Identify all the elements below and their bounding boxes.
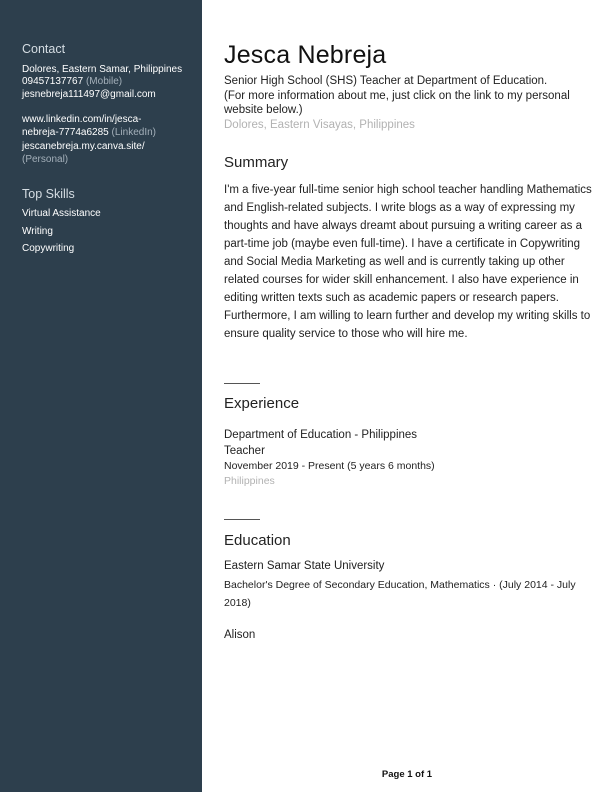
contact-linkedin-label: (LinkedIn) [111, 127, 156, 138]
skill-item: Virtual Assistance [22, 208, 101, 219]
experience-heading: Experience [224, 395, 300, 412]
contact-address: Dolores, Eastern Samar, Philippines [22, 64, 183, 75]
contact-website-label: (Personal) [22, 154, 69, 165]
education-heading: Education [224, 532, 291, 549]
top-skills-heading: Top Skills [22, 187, 75, 201]
contact-linkedin-row[interactable] [22, 127, 156, 140]
headline-line1: Senior High School (SHS) Teacher at Department of Education. [224, 75, 548, 87]
skill-item: Writing [22, 226, 53, 237]
education-school: Eastern Samar State University [224, 560, 385, 572]
education-degree-line2: 2018) [224, 597, 251, 609]
section-divider [224, 519, 260, 520]
section-divider [224, 383, 260, 384]
header-location: Dolores, Eastern Visayas, Philippines [224, 119, 415, 131]
summary-heading: Summary [224, 154, 289, 171]
headline-line3: website below.) [224, 104, 303, 116]
contact-phone-row [22, 76, 122, 89]
experience-location: Philippines [224, 475, 275, 487]
experience-company: Department of Education - Philippines [224, 429, 418, 441]
headline-line2: (For more information about me, just click on the link to my personal [224, 90, 570, 102]
contact-email[interactable]: jesnebreja111497@gmail.com [22, 89, 156, 100]
summary-text: I'm a five-year full-time senior high school teacher handling Mathematics and English-related subjects. I write blogs as a way of expressing my thoughts and have always dreamt about pursuing a writing career as a part-time job (maybe even full-time). I have a certificate in Copywriting and Social Media Marketing as well and is currently taking up other related courses for wider skill enhancement. I also have experience in editing written texts such as academic papers or research papers. Furthermore, I am willing to learn further and develop my writing skills to ensure quality service to those who will hire me. [224, 184, 592, 340]
education-degree-line1: Bachelor's Degree of Secondary Education, Mathematics · (July 2014 - July [224, 579, 576, 591]
page-footer [0, 769, 612, 780]
contact-linkedin-line2[interactable]: nebreja-7774a6285 [22, 127, 109, 138]
sidebar [0, 0, 202, 792]
contact-website[interactable]: jescanebreja.my.canva.site/ [22, 141, 145, 152]
contact-phone-label: (Mobile) [85, 76, 123, 87]
experience-dates: November 2019 - Present (5 years 6 months) [224, 460, 435, 472]
education-school-2: Alison [224, 629, 256, 641]
page-number: Page 1 of 1 [381, 769, 433, 780]
contact-phone: 09457137767 [22, 76, 84, 87]
person-name: Jesca Nebreja [224, 41, 387, 69]
contact-linkedin-line1[interactable]: www.linkedin.com/in/jesca- [22, 114, 142, 125]
contact-heading: Contact [22, 42, 66, 56]
experience-title: Teacher [224, 445, 265, 457]
skill-item: Copywriting [22, 243, 75, 254]
